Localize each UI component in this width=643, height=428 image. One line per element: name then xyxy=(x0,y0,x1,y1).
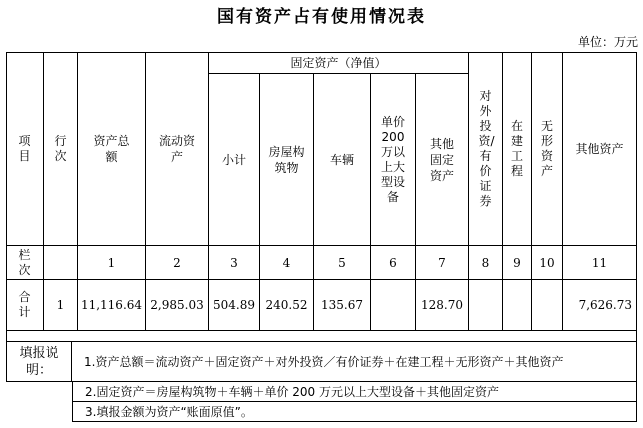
header-other-assets: 其他资产 xyxy=(563,52,637,246)
header-external-investment xyxy=(469,52,503,246)
filling-notes xyxy=(6,341,637,423)
total-row-no: 1 xyxy=(44,280,78,331)
header-item xyxy=(6,52,44,246)
header-item-text: 项目 xyxy=(18,133,31,163)
header-intangible xyxy=(532,52,563,246)
notes-label xyxy=(6,341,72,382)
total-assets-value: 11,116.64 xyxy=(78,280,146,331)
header-other-fixed xyxy=(416,74,469,246)
header-construction xyxy=(503,52,532,246)
header-row-no xyxy=(44,52,78,246)
other-assets-value: 7,626.73 xyxy=(563,280,637,331)
col-number-6: 6 xyxy=(371,246,416,280)
intangible-value xyxy=(532,280,563,331)
unit-label: 单位：万元 xyxy=(577,35,638,49)
col-number-3: 3 xyxy=(209,246,260,280)
header-external-investment-text: 对外投资/有价证券 xyxy=(478,88,495,208)
col-number-1: 1 xyxy=(78,246,146,280)
note-line-1: 1.资产总额＝流动资产＋固定资产＋对外投资／有价证券＋在建工程＋无形资产＋其他资产 xyxy=(72,341,637,382)
other-fixed-value: 128.70 xyxy=(416,280,469,331)
header-buildings-text: 房屋构筑物 xyxy=(268,144,305,175)
col-number-7: 7 xyxy=(416,246,469,280)
header-large-equipment-text: 单价200万以上大型设备 xyxy=(380,114,405,204)
subtotal-value: 504.89 xyxy=(209,280,260,331)
buildings-value: 240.52 xyxy=(260,280,314,331)
header-other-fixed-text: 其他固定资产 xyxy=(429,136,454,183)
col-number-5: 5 xyxy=(314,246,371,280)
total-row-label xyxy=(6,280,44,331)
header-intangible-text: 无形资产 xyxy=(540,118,553,178)
col-number-label-text: 栏次 xyxy=(18,247,31,277)
note-line-2: 2.固定资产＝房屋构筑物＋车辆＋单价 200 万元以上大型设备＋其他固定资产 xyxy=(72,382,637,402)
table-gap xyxy=(6,331,637,341)
header-total-assets xyxy=(78,52,146,246)
header-row-no-text: 行次 xyxy=(54,133,67,163)
col-number-8: 8 xyxy=(469,246,503,280)
total-row-label-text: 合计 xyxy=(18,290,31,319)
construction-value xyxy=(503,280,532,331)
col-number-11: 11 xyxy=(563,246,637,280)
col-number-4: 4 xyxy=(260,246,314,280)
col-number-9: 9 xyxy=(503,246,532,280)
header-fixed-assets-group: 固定资产（净值） xyxy=(209,52,469,74)
col-number-2: 2 xyxy=(146,246,209,280)
large-equipment-value xyxy=(371,280,416,331)
header-subtotal: 小计 xyxy=(209,74,260,246)
current-assets-value: 2,985.03 xyxy=(146,280,209,331)
notes-label-text: 填报说明： xyxy=(19,345,59,378)
col-number-label xyxy=(6,246,44,280)
external-investment-value xyxy=(469,280,503,331)
header-large-equipment xyxy=(371,74,416,246)
header-current-assets xyxy=(146,52,209,246)
col-number-blank xyxy=(44,246,78,280)
header-current-assets-text: 流动资产 xyxy=(158,133,195,164)
col-number-10: 10 xyxy=(532,246,563,280)
header-vehicles: 车辆 xyxy=(314,74,371,246)
header-total-assets-text: 资产总额 xyxy=(93,133,130,164)
header-buildings xyxy=(260,74,314,246)
report-title: 国有资产占有使用情况表 xyxy=(217,7,426,27)
note-line-3: 3.填报金额为资产“账面原值”。 xyxy=(72,402,637,422)
asset-table xyxy=(6,52,637,331)
header-construction-text: 在建工程 xyxy=(510,118,523,178)
vehicles-value: 135.67 xyxy=(314,280,371,331)
